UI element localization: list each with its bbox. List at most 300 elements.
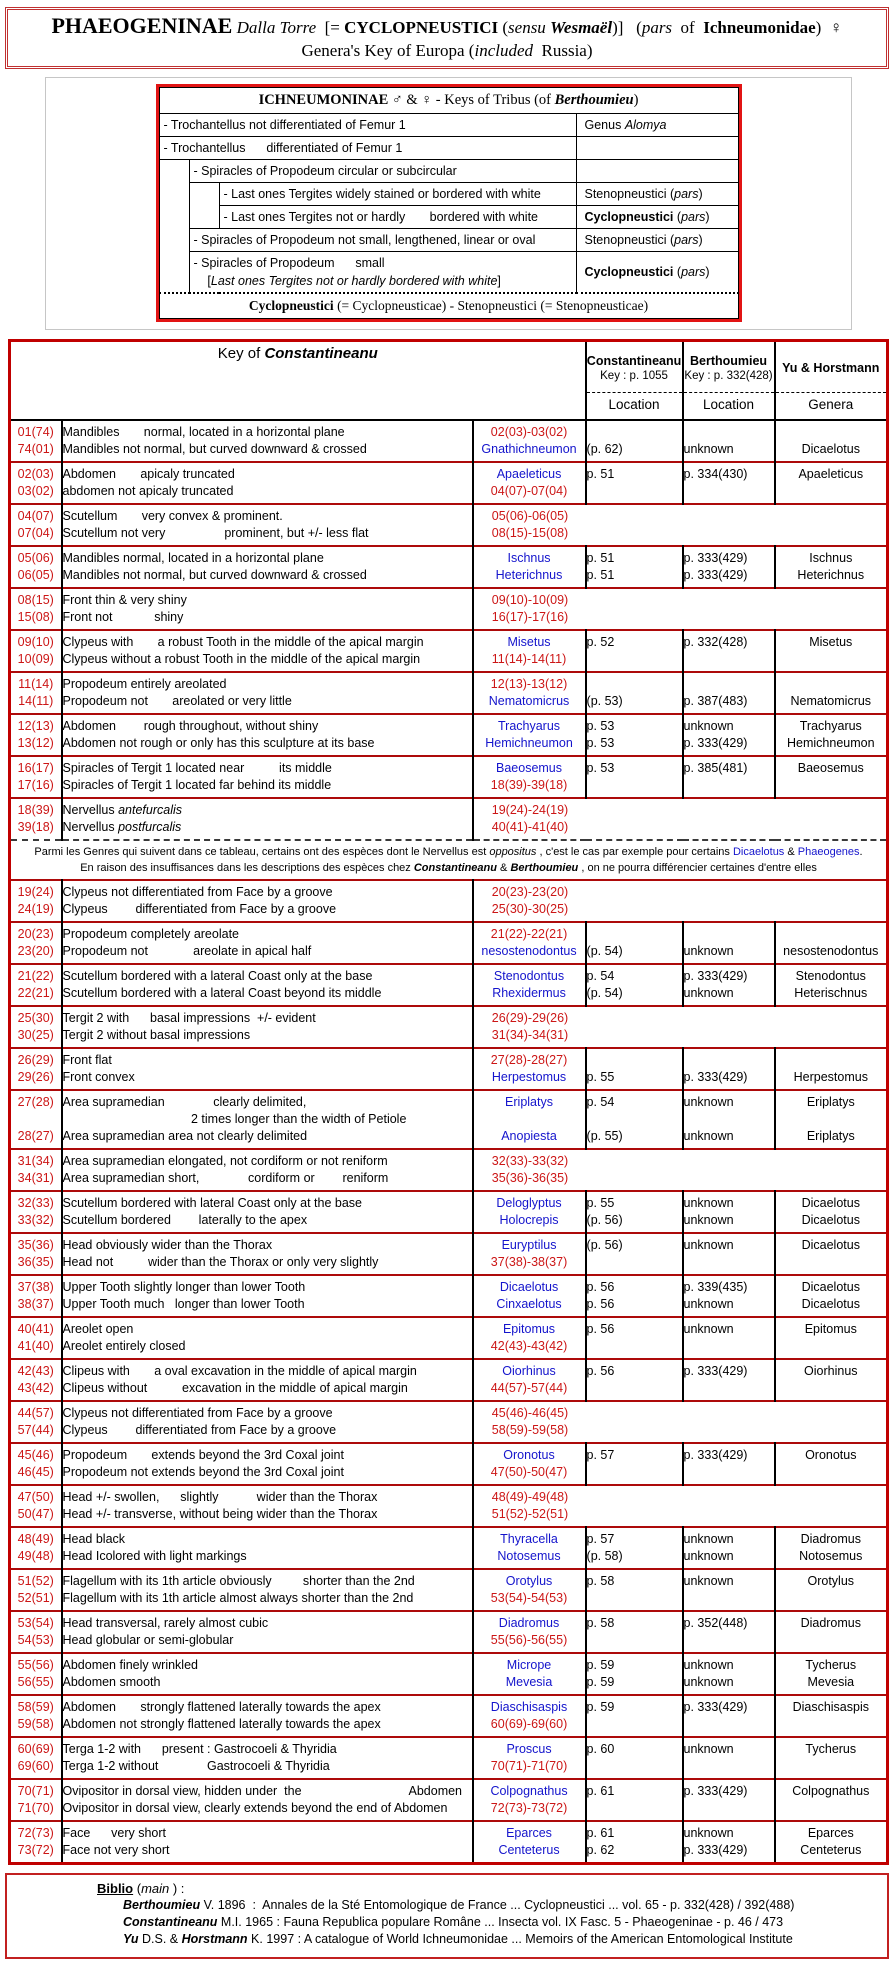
codes-cell — [10, 1695, 62, 1737]
text-line — [474, 1825, 585, 1842]
text-line: 11(14) — [18, 677, 54, 691]
text-line: unknown — [683, 1213, 734, 1227]
text-line — [474, 1783, 585, 1800]
text-line — [587, 1464, 682, 1481]
genus-link[interactable]: Orotylus — [505, 1574, 553, 1588]
genus-link[interactable]: Apaeleticus — [496, 467, 562, 481]
text-line: Front thin & very shiny — [62, 593, 187, 607]
genus-link[interactable]: Notosemus — [497, 1549, 561, 1563]
text-line: Scutellum bordered with a lateral Coast beyond its middle — [62, 986, 382, 1000]
description-cell — [62, 1006, 473, 1048]
genus-link[interactable]: Euryptilus — [501, 1238, 557, 1252]
genus-link[interactable]: Rhexidermus — [492, 986, 566, 1000]
text-line: p. 57 — [586, 1532, 615, 1546]
merged-cell — [473, 1401, 888, 1443]
text-line: 13(12) — [17, 736, 54, 750]
text-segment: Biblio — [97, 1881, 134, 1896]
tribus-text-cell — [159, 137, 576, 160]
genus-link[interactable]: Heterichnus — [495, 568, 563, 582]
tribus-result-cell — [576, 160, 738, 183]
genus-link[interactable]: Nematomicrus — [488, 694, 570, 708]
text-line — [776, 676, 887, 693]
text-line: 57(44) — [17, 1423, 54, 1437]
text-segment: En raison des insuffisances dans les descriptions des espèces chez — [80, 862, 414, 874]
genus-link[interactable]: Centeterus — [498, 1843, 560, 1857]
text-line: p. 58 — [586, 1574, 615, 1588]
constantineanu-location-cell — [586, 964, 683, 1006]
text-line: 02(03) — [17, 467, 54, 481]
text-line: 14(11) — [18, 694, 54, 708]
text-line: nesostenodontus — [783, 944, 879, 958]
berthoumieu-location-cell — [683, 546, 775, 588]
text-line: 17(16) — [17, 778, 54, 792]
genus-link[interactable]: Hemichneumon — [485, 736, 573, 750]
genus-link[interactable]: Eriplatys — [505, 1095, 553, 1109]
text-line: Area supramedian area not clearly delimited — [62, 1129, 308, 1143]
genus-link[interactable]: Deloglyptus — [496, 1196, 562, 1210]
codes-cell — [10, 1569, 62, 1611]
description-cell — [62, 1485, 473, 1527]
text-segment: main — [141, 1881, 170, 1896]
genus-link[interactable]: Phaeogenes — [797, 846, 860, 858]
text-segment: 16(17)-17(16) — [491, 610, 569, 624]
text-segment: Berthoumieu — [510, 862, 579, 874]
genus-link[interactable]: Micrope — [506, 1658, 552, 1672]
text-line — [776, 777, 887, 794]
codes-cell — [10, 1090, 62, 1149]
text-line: Tergit 2 without basal impressions — [62, 1028, 251, 1042]
text-line — [776, 1716, 887, 1733]
key-row — [10, 880, 888, 922]
key-row — [10, 1527, 888, 1569]
text-segment: . — [859, 846, 863, 858]
text-line: 48(49) — [17, 1532, 54, 1546]
text-line — [587, 424, 682, 441]
text-line: 47(50) — [17, 1490, 54, 1504]
text-line: p. 56 — [586, 1322, 615, 1336]
text-line: 69(60) — [17, 1759, 54, 1773]
text-line: unknown — [683, 986, 734, 1000]
genus-link[interactable]: Dicaelotus — [732, 846, 785, 858]
text-line: Orotylus — [807, 1574, 855, 1588]
text-line — [474, 1464, 585, 1481]
text-line: p. 56 — [586, 1364, 615, 1378]
genus-link[interactable]: Dicaelotus — [499, 1280, 559, 1294]
genera-cell — [775, 1275, 888, 1317]
text-segment: 32(33)-33(32) — [491, 1154, 569, 1168]
text-line: Propodeum not extends beyond the 3rd Coxal joint — [62, 1465, 344, 1479]
key-row — [10, 1821, 888, 1864]
text-line: unknown — [683, 1742, 734, 1756]
text-segment: & — [496, 862, 511, 874]
text-line — [684, 1380, 774, 1397]
text-line — [474, 985, 585, 1002]
codes-cell — [10, 1443, 62, 1485]
text-line: Front not shiny — [62, 610, 184, 624]
page-title-line2 — [8, 40, 886, 62]
constantineanu-location-cell — [586, 1048, 683, 1090]
text-line: Scutellum bordered with a lateral Coast only at the base — [62, 969, 373, 983]
description-cell — [62, 964, 473, 1006]
text-line — [587, 1758, 682, 1775]
constantineanu-location-cell — [586, 1737, 683, 1779]
text-line: p. 333(429) — [683, 1784, 748, 1798]
text-segment: ♂ & ♀ - Keys of Tribus (of — [388, 92, 555, 108]
merged-cell — [473, 1149, 888, 1191]
description-cell — [62, 546, 473, 588]
key-row — [10, 588, 888, 630]
text-segment: Yu — [123, 1932, 139, 1946]
text-line: 12(13) — [17, 719, 54, 733]
berthoumieu-location-cell — [683, 756, 775, 798]
text-line: Abdomen not rough or only has this sculpture at its base — [62, 736, 375, 750]
description-cell — [62, 1401, 473, 1443]
text-line — [474, 424, 585, 441]
constantineanu-location-cell — [586, 756, 683, 798]
codes-cell — [10, 1401, 62, 1443]
text-segment: 18(39)-39(18) — [490, 778, 568, 792]
text-segment: antefurcalis — [118, 803, 183, 817]
text-line — [474, 1506, 587, 1523]
text-segment: pars — [641, 18, 673, 37]
genus-link[interactable]: Stenodontus — [493, 969, 565, 983]
text-segment: Nervellus — [62, 803, 119, 817]
page-title-line1 — [8, 13, 886, 40]
berthoumieu-location-cell — [683, 1443, 775, 1485]
genus-link[interactable]: Diadromus — [498, 1616, 560, 1630]
text-segment: D.S. & — [138, 1932, 182, 1946]
text-segment: pars — [674, 233, 699, 247]
keycode-cell — [473, 546, 586, 588]
genus-link[interactable]: Baeosemus — [496, 761, 563, 775]
text-line: Heterischnus — [794, 986, 868, 1000]
text-line: Spiracles of Tergit 1 located far behind its middle — [62, 778, 332, 792]
berthoumieu-location-cell — [683, 672, 775, 714]
key-row — [10, 1695, 888, 1737]
text-line: Dicaelotus — [801, 1297, 860, 1311]
text-line — [474, 1111, 585, 1128]
text-segment: ) ♀ — [815, 18, 843, 37]
text-line: p. 352(448) — [683, 1616, 748, 1630]
text-line: unknown — [683, 1574, 734, 1588]
berthoumieu-location-cell — [683, 714, 775, 756]
text-line: Centeterus — [800, 1843, 862, 1857]
text-line: p. 59 — [586, 1700, 615, 1714]
berthoumieu-location-cell — [683, 964, 775, 1006]
text-line: Apaeleticus — [798, 467, 864, 481]
genus-link[interactable]: Gnathichneumon — [481, 442, 577, 456]
genus-link[interactable]: Oronotus — [503, 1448, 555, 1462]
text-line: Clypeus with a robust Tooth in the middle of the apical margin — [62, 635, 424, 649]
keycode-cell — [473, 1695, 586, 1737]
berthoumieu-location-cell — [683, 1569, 775, 1611]
constantineanu-location-cell — [586, 1527, 683, 1569]
text-line — [474, 550, 585, 567]
genus-link[interactable]: nesostenodontus — [481, 944, 577, 958]
text-line: unknown — [683, 442, 734, 456]
codes-cell — [10, 1191, 62, 1233]
text-line — [474, 634, 585, 651]
text-line: 71(70) — [17, 1801, 54, 1815]
text-line: (p. 54) — [586, 944, 623, 958]
text-segment: Wesmaël — [550, 18, 613, 37]
text-line: 42(43) — [17, 1364, 54, 1378]
text-segment: pars — [681, 210, 706, 224]
description-cell — [62, 1275, 473, 1317]
keycode-cell — [473, 1821, 586, 1864]
text-line — [776, 1464, 887, 1481]
genus-link[interactable]: Proscus — [506, 1742, 552, 1756]
description-cell — [62, 1359, 473, 1401]
berthoumieu-location-cell — [683, 1527, 775, 1569]
text-line: (p. 55) — [586, 1129, 623, 1143]
genus-link[interactable]: Diaschisaspis — [490, 1700, 568, 1714]
text-segment: 09(10)-10(09) — [491, 593, 569, 607]
tribus-row — [159, 252, 738, 294]
text-line — [474, 1657, 585, 1674]
text-line: 35(36) — [17, 1238, 54, 1252]
constantineanu-location-cell — [586, 1653, 683, 1695]
genus-link[interactable]: Trachyarus — [497, 719, 561, 733]
constantineanu-location-cell — [586, 922, 683, 964]
merged-cell — [473, 504, 888, 546]
text-line — [684, 424, 774, 441]
text-segment: 31(34)-34(31) — [491, 1028, 569, 1042]
text-line — [63, 802, 472, 819]
text-line — [587, 483, 682, 500]
text-segment: Horstmann — [181, 1932, 248, 1946]
genus-link[interactable]: Mevesia — [505, 1675, 553, 1689]
keycode-cell — [473, 1233, 586, 1275]
text-line: Propodeum extends beyond the 3rd Coxal joint — [62, 1448, 344, 1462]
col-header-top — [776, 345, 887, 392]
keycode-cell — [473, 1317, 586, 1359]
text-line — [474, 466, 585, 483]
text-line: p. 333(429) — [683, 1700, 748, 1714]
genera-cell — [775, 462, 888, 504]
text-segment: 42(43)-43(42) — [490, 1339, 568, 1353]
text-line — [776, 926, 887, 943]
text-segment: ( — [133, 1881, 142, 1896]
genus-link[interactable]: Thyracella — [500, 1532, 558, 1546]
text-line — [474, 1422, 587, 1439]
text-line: unknown — [683, 1297, 734, 1311]
merged-cell — [473, 588, 888, 630]
note-line1 — [11, 844, 886, 860]
text-line: 33(32) — [17, 1213, 54, 1227]
text-line: 52(51) — [17, 1591, 54, 1605]
text-line: p. 387(483) — [683, 694, 748, 708]
text-line: Mandibles not normal, but curved downward & crossed — [62, 442, 367, 456]
text-line — [474, 483, 585, 500]
text-line: Clypeus not differentiated from Face by a groove — [62, 885, 333, 899]
genus-link[interactable]: Oiorhinus — [502, 1364, 556, 1378]
genus-link[interactable]: Misetus — [507, 635, 551, 649]
text-line — [474, 693, 585, 710]
constantineanu-location-cell — [586, 1569, 683, 1611]
genera-cell — [775, 1611, 888, 1653]
text-line — [474, 884, 587, 901]
text-line — [587, 1254, 682, 1271]
keycode-cell — [473, 1779, 586, 1821]
key-of-header — [10, 341, 586, 421]
key-row — [10, 798, 888, 840]
col-header-name: Yu & Horstmann — [782, 361, 880, 375]
tribus-table-frame — [156, 84, 742, 322]
text-line: Clipeus without excavation in the middle of apical margin — [62, 1381, 408, 1395]
text-line: 50(47) — [17, 1507, 54, 1521]
description-cell — [62, 880, 473, 922]
text-line: 54(53) — [17, 1633, 54, 1647]
text-line — [474, 968, 585, 985]
description-cell — [62, 1149, 473, 1191]
text-line — [474, 1380, 585, 1397]
text-line: unknown — [683, 719, 734, 733]
description-cell — [62, 1779, 473, 1821]
codes-cell — [10, 880, 62, 922]
text-line: Tycherus — [805, 1658, 857, 1672]
text-line: Area supramedian short, cordiform or reniform — [62, 1171, 389, 1185]
text-line: (p. 53) — [586, 694, 623, 708]
indent-cell — [159, 252, 189, 294]
genera-cell — [775, 1779, 888, 1821]
description-cell — [62, 922, 473, 964]
col-header-top — [684, 345, 774, 392]
text-line: Notosemus — [799, 1549, 863, 1563]
text-line: - Spiracles of Propodeum circular or subcircular — [193, 164, 457, 178]
text-line: p. 332(428) — [683, 635, 748, 649]
description-cell — [62, 1695, 473, 1737]
text-segment: Berthoumieu — [554, 92, 634, 108]
text-line: 05(06) — [17, 551, 54, 565]
genera-cell — [775, 1695, 888, 1737]
constantineanu-location-cell — [586, 714, 683, 756]
indent-cell — [189, 206, 219, 229]
text-segment: 60(69)-69(60) — [490, 1717, 568, 1731]
constantineanu-location-cell — [586, 420, 683, 462]
text-line: Area supramedian clearly delimited, — [62, 1095, 307, 1109]
codes-cell — [10, 756, 62, 798]
text-line: p. 339(435) — [683, 1280, 748, 1294]
genus-link[interactable]: Herpestomus — [491, 1070, 567, 1084]
text-line — [684, 1338, 774, 1355]
note-line2 — [11, 860, 886, 876]
text-line: Herpestomus — [793, 1070, 868, 1084]
constantineanu-location-cell — [586, 1779, 683, 1821]
key-code-box — [474, 508, 587, 542]
codes-cell — [10, 1317, 62, 1359]
text-line: 19(24) — [17, 885, 54, 899]
key-row — [10, 1359, 888, 1401]
constantineanu-location-cell — [586, 630, 683, 672]
text-line — [474, 1842, 585, 1859]
col-header-constantineanu — [586, 341, 683, 421]
text-line: Heterichnus — [797, 568, 865, 582]
keycode-cell — [473, 1275, 586, 1317]
text-line: p. 334(430) — [683, 467, 748, 481]
text-segment: pars — [681, 265, 706, 279]
text-line: Propodeum not areolate in apical half — [62, 944, 312, 958]
description-cell — [62, 672, 473, 714]
genus-link[interactable]: Holocrepis — [499, 1213, 559, 1227]
tribus-result-cell — [576, 183, 738, 206]
text-line — [587, 1380, 682, 1397]
tribus-text-cell — [219, 183, 576, 206]
text-line — [474, 1212, 585, 1229]
text-line: p. 56 — [586, 1297, 615, 1311]
text-line: 15(08) — [17, 610, 54, 624]
constantineanu-location-cell — [586, 672, 683, 714]
text-line: Eparces — [807, 1826, 854, 1840]
text-line: (p. 54) — [586, 986, 623, 1000]
codes-cell — [10, 1821, 62, 1864]
col-header-name: Berthoumieu — [689, 354, 768, 368]
tribus-result-cell — [576, 114, 738, 137]
indent-cell — [159, 229, 189, 252]
genus-link[interactable]: Colpognathus — [490, 1784, 568, 1798]
text-line — [474, 508, 587, 525]
text-segment: [= — [316, 18, 345, 37]
text-line — [684, 1052, 774, 1069]
tribus-table-title — [159, 88, 738, 114]
key-code-box — [474, 1405, 587, 1439]
berthoumieu-location-cell — [683, 1611, 775, 1653]
text-line — [776, 1380, 887, 1397]
text-line: - Trochantellus differentiated of Femur 1 — [163, 141, 403, 155]
text-line: 72(73) — [17, 1826, 54, 1840]
text-line: 04(07) — [17, 509, 54, 523]
text-line: 39(18) — [17, 820, 54, 834]
genus-link[interactable]: Ischnus — [507, 551, 551, 565]
text-line: Front convex — [62, 1070, 135, 1084]
text-line: Trachyarus — [799, 719, 862, 733]
text-line: Propodeum not areolated or very little — [62, 694, 292, 708]
text-line — [474, 1052, 585, 1069]
text-segment: 05(06)-06(05) — [491, 509, 569, 523]
text-line — [587, 926, 682, 943]
col-header-berthoumieu — [683, 341, 775, 421]
text-line — [474, 525, 587, 542]
genus-link[interactable]: Anopiesta — [501, 1129, 557, 1143]
key-row — [10, 1006, 888, 1048]
text-line — [587, 1800, 682, 1817]
text-line: Scutellum very convex & prominent. — [62, 509, 283, 523]
codes-cell — [10, 672, 62, 714]
text-line: 59(58) — [17, 1717, 54, 1731]
text-line: p. 61 — [586, 1826, 615, 1840]
berthoumieu-location-cell — [683, 1317, 775, 1359]
genera-cell — [775, 1317, 888, 1359]
genus-link[interactable]: Eparces — [506, 1826, 552, 1840]
text-line: 41(40) — [17, 1339, 54, 1353]
text-line — [474, 592, 587, 609]
genus-link[interactable]: Cinxaelotus — [496, 1297, 562, 1311]
text-line: Scutellum bordered laterally to the apex — [62, 1213, 308, 1227]
text-segment: Ichneumonidae — [703, 18, 816, 37]
text-line — [474, 777, 585, 794]
indent-cell — [159, 160, 189, 183]
text-segment: 35(36)-36(35) — [491, 1171, 569, 1185]
genus-link[interactable]: Epitomus — [502, 1322, 556, 1336]
text-line: p. 55 — [586, 1196, 615, 1210]
text-line: Spiracles of Tergit 1 located near its middle — [62, 761, 332, 775]
description-cell — [62, 1317, 473, 1359]
text-segment: 12(13)-13(12) — [490, 677, 568, 691]
text-line — [776, 1590, 887, 1607]
text-line: p. 55 — [586, 1070, 615, 1084]
berthoumieu-location-cell — [683, 922, 775, 964]
text-line — [474, 819, 587, 836]
